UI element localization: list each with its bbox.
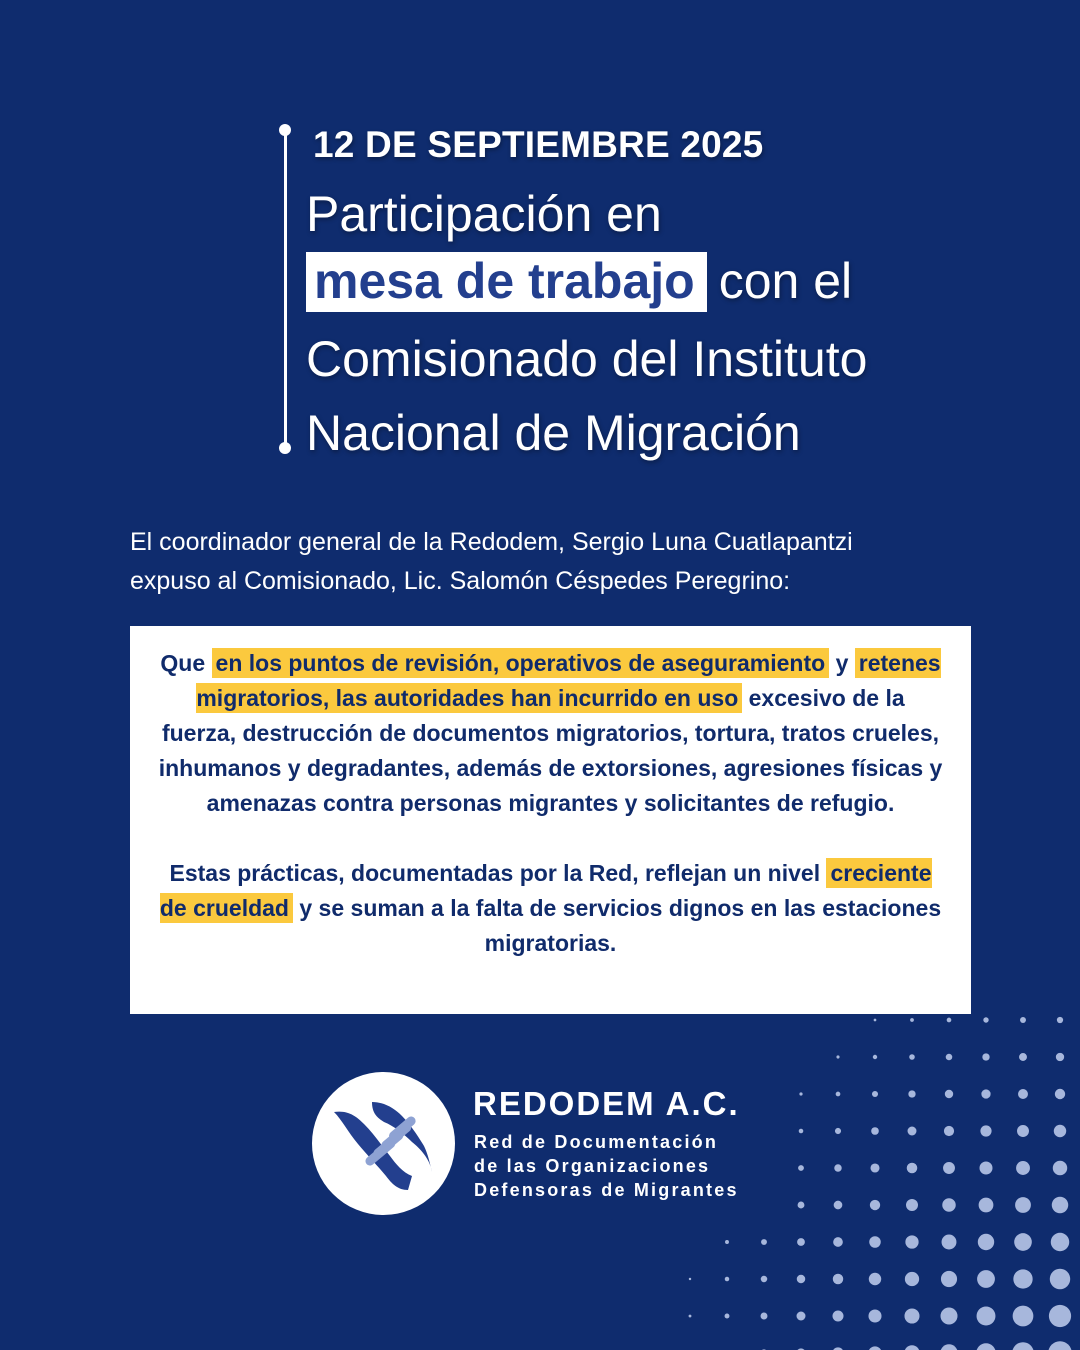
halftone-dot (977, 1307, 996, 1326)
halftone-dot (947, 1018, 952, 1023)
org-subtitle (474, 1130, 739, 1202)
halftone-dot (868, 1346, 881, 1350)
halftone-dot (1054, 1125, 1066, 1137)
org-name: REDODEM A.C. (473, 1085, 740, 1122)
halftone-dot (1014, 1233, 1032, 1251)
halftone-dot (836, 1055, 839, 1058)
halftone-dot (870, 1200, 880, 1210)
halftone-dot (869, 1236, 881, 1248)
halftone-dot (1048, 1341, 1072, 1350)
halftone-dot (942, 1235, 957, 1250)
halftone-dot (907, 1163, 918, 1174)
halftone-dot (905, 1272, 919, 1286)
halftone-dot (799, 1129, 804, 1134)
halftone-dot (909, 1054, 915, 1060)
halftone-dot (980, 1125, 991, 1136)
halftone-dot (869, 1273, 881, 1285)
halftone-dot (1057, 1017, 1063, 1023)
intro-text (130, 523, 950, 601)
halftone-dot (1056, 1053, 1064, 1061)
quote-box (130, 626, 971, 1014)
halftone-dot (979, 1198, 994, 1213)
hands-logo-icon (312, 1072, 455, 1215)
halftone-dot (1016, 1161, 1030, 1175)
halftone-dot (904, 1345, 919, 1350)
halftone-dot (946, 1054, 953, 1061)
halftone-dot (982, 1053, 989, 1060)
halftone-dot (941, 1271, 957, 1287)
halftone-dot (1012, 1342, 1034, 1350)
halftone-dot (725, 1314, 730, 1319)
halftone-dot (761, 1239, 767, 1245)
org-subtitle-line-2: de las Organizaciones (474, 1156, 711, 1176)
halftone-dot (725, 1240, 729, 1244)
halftone-dot (943, 1162, 955, 1174)
halftone-dot (725, 1277, 729, 1281)
quote-p1-highlight-2: retenes migratorios, las autoridades han incurrido en uso (196, 650, 941, 711)
event-date: 12 DE SEPTIEMBRE 2025 (313, 124, 764, 165)
halftone-dot (1019, 1053, 1027, 1061)
quote-paragraph-1 (158, 646, 943, 821)
halftone-dot (944, 1126, 954, 1136)
halftone-dot (1018, 1089, 1028, 1099)
timeline-accent (279, 124, 291, 454)
headline-highlight: mesa de trabajo (306, 252, 707, 312)
quote-p1-start: Que (160, 650, 206, 676)
halftone-dot (976, 1343, 996, 1350)
halftone-dot (905, 1235, 918, 1248)
quote-p2-rest: y se suman a la falta de servicios dignos en las estaciones migratorias. (299, 895, 942, 956)
quote-paragraph-2 (158, 856, 943, 961)
halftone-dot (834, 1164, 841, 1171)
headline-line-1: Participación en (306, 186, 662, 242)
halftone-dot (833, 1237, 843, 1247)
halftone-dot (832, 1310, 843, 1321)
halftone-dot (761, 1276, 768, 1283)
halftone-dot (981, 1089, 990, 1098)
halftone-dot (1051, 1233, 1069, 1251)
halftone-dot (1015, 1197, 1031, 1213)
halftone-dot (977, 1270, 995, 1288)
quote-p1-rest: excesivo de la fuerza, destrucción de documentos migratorios, tortura, tratos crueles, inhumanos y degradantes, además de extorsiones, agresiones físicas y amenazas contra personas migrantes y solicitantes de refugio. (158, 685, 943, 816)
timeline-line (284, 130, 287, 448)
halftone-dot (689, 1278, 691, 1280)
intro-line-1: El coordinador general de la Redodem, Sergio Luna Cuatlapantzi (130, 528, 853, 556)
quote-p2-start: Estas prácticas, documentadas por la Red, reflejan un nivel (169, 860, 821, 886)
halftone-dot (979, 1161, 992, 1174)
halftone-dot (871, 1127, 879, 1135)
halftone-dot (1050, 1269, 1070, 1289)
halftone-dot (797, 1238, 805, 1246)
halftone-dot (1013, 1269, 1032, 1288)
halftone-dot (945, 1090, 953, 1098)
halftone-dot (1049, 1305, 1071, 1327)
halftone-dot (1017, 1125, 1029, 1137)
org-subtitle-line-3: Defensoras de Migrantes (474, 1180, 739, 1200)
headline-line-2-rest: con el (718, 253, 853, 309)
quote-p2-highlight: creciente de crueldad (159, 860, 932, 921)
halftone-dot (761, 1313, 768, 1320)
halftone-dot (868, 1309, 881, 1322)
org-subtitle-line-1: Red de Documentación (474, 1132, 719, 1152)
intro-line-2: expuso al Comisionado, Lic. Salomón Céspedes Peregrino: (130, 567, 791, 595)
halftone-dot (983, 1017, 988, 1022)
halftone-dot (833, 1274, 843, 1284)
quote-p1-mid: y (835, 650, 849, 676)
halftone-dot (906, 1199, 918, 1211)
halftone-dot (873, 1055, 877, 1059)
halftone-dot (874, 1019, 877, 1022)
halftone-dot (978, 1234, 994, 1250)
timeline-dot-bottom (279, 442, 291, 454)
logo-graphic (312, 1072, 455, 1215)
halftone-dot (1020, 1017, 1026, 1023)
halftone-dot (799, 1092, 802, 1095)
halftone-dot (904, 1308, 919, 1323)
halftone-dot (940, 1344, 957, 1350)
halftone-dot (942, 1198, 955, 1211)
halftone-dot (834, 1201, 843, 1210)
halftone-dot (689, 1315, 692, 1318)
halftone-dot (1013, 1306, 1034, 1327)
headline-line-2 (306, 252, 852, 312)
halftone-dot (797, 1312, 806, 1321)
halftone-dot (1052, 1197, 1068, 1213)
halftone-dot (836, 1092, 841, 1097)
halftone-dot (872, 1091, 878, 1097)
halftone-dot (1055, 1089, 1065, 1099)
halftone-dot (798, 1165, 804, 1171)
halftone-dot (940, 1307, 957, 1324)
halftone-dot (908, 1090, 915, 1097)
headline-line-3: Comisionado del Instituto (306, 331, 868, 387)
halftone-dot (835, 1128, 841, 1134)
quote-p1-highlight-1: en los puntos de revisión, operativos de aseguramiento (212, 648, 830, 678)
halftone-dot (908, 1127, 917, 1136)
halftone-dot (1053, 1161, 1067, 1175)
halftone-dot (870, 1163, 879, 1172)
halftone-dot (797, 1275, 805, 1283)
headline-line-4: Nacional de Migración (306, 405, 801, 461)
halftone-dot (798, 1202, 805, 1209)
halftone-dot (910, 1018, 914, 1022)
